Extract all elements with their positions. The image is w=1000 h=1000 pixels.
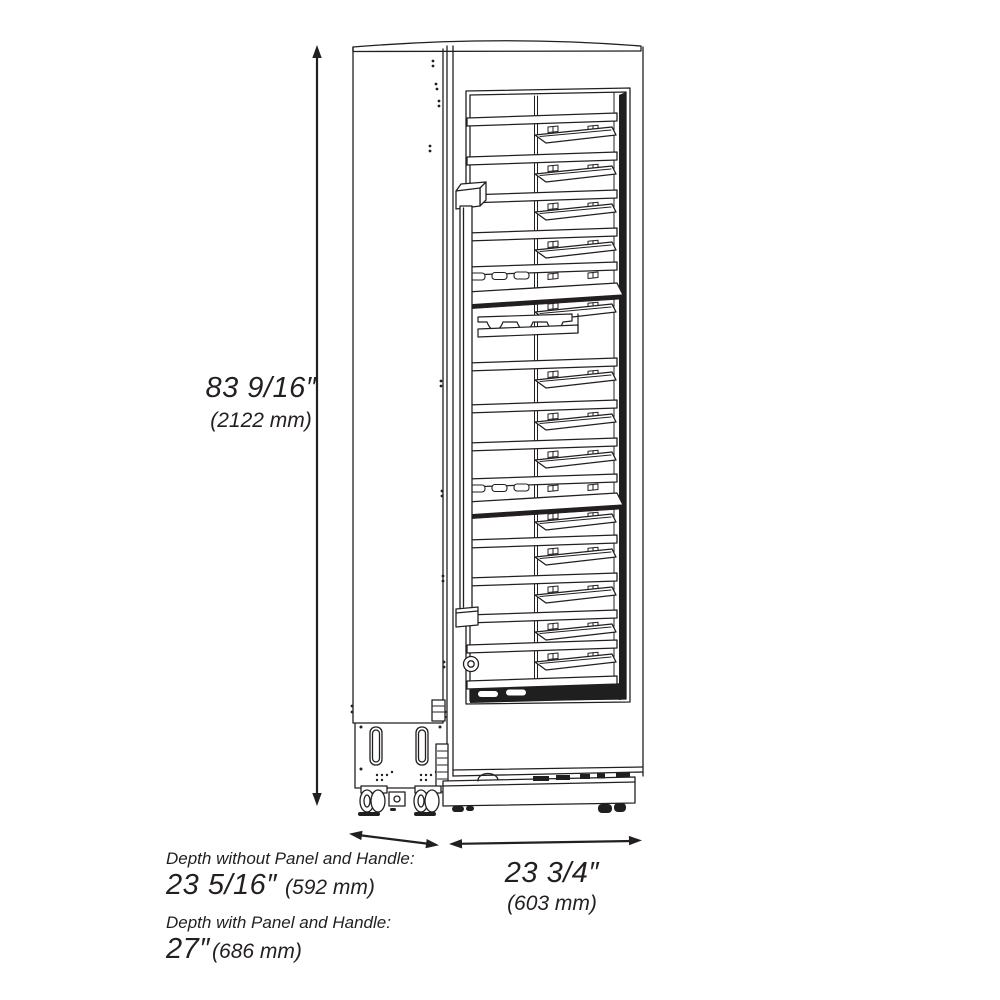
width-imperial: 23 3/4″ (504, 857, 600, 889)
caster-wheels (360, 786, 441, 812)
height-imperial: 83 9/16″ (205, 372, 317, 404)
wine-bottle (492, 273, 507, 280)
depth-without-panel-metric: (592 mm) (285, 876, 375, 899)
compressor-base (355, 700, 635, 816)
depth-with-panel-imperial: 27″ (166, 933, 211, 965)
depth-dimension-label (166, 849, 415, 971)
side-panel-rivets (351, 60, 447, 719)
depth-without-panel-caption: Depth without Panel and Handle: (166, 849, 415, 868)
depth-arrow (349, 831, 439, 849)
width-metric: (603 mm) (507, 892, 597, 915)
depth-without-panel-imperial: 23 5/16″ (166, 869, 278, 901)
door-lock-icon (464, 657, 479, 672)
width-arrow (449, 836, 642, 849)
height-metric: (2122 mm) (210, 409, 312, 432)
wine-bottle (514, 484, 529, 491)
height-dimension-label (163, 372, 359, 434)
width-dimension-label (457, 857, 647, 917)
wine-bottle (492, 485, 507, 492)
depth-with-panel-caption: Depth with Panel and Handle: (166, 913, 391, 932)
depth-with-panel-metric: (686 mm) (212, 940, 302, 963)
wine-bottle (514, 272, 529, 279)
